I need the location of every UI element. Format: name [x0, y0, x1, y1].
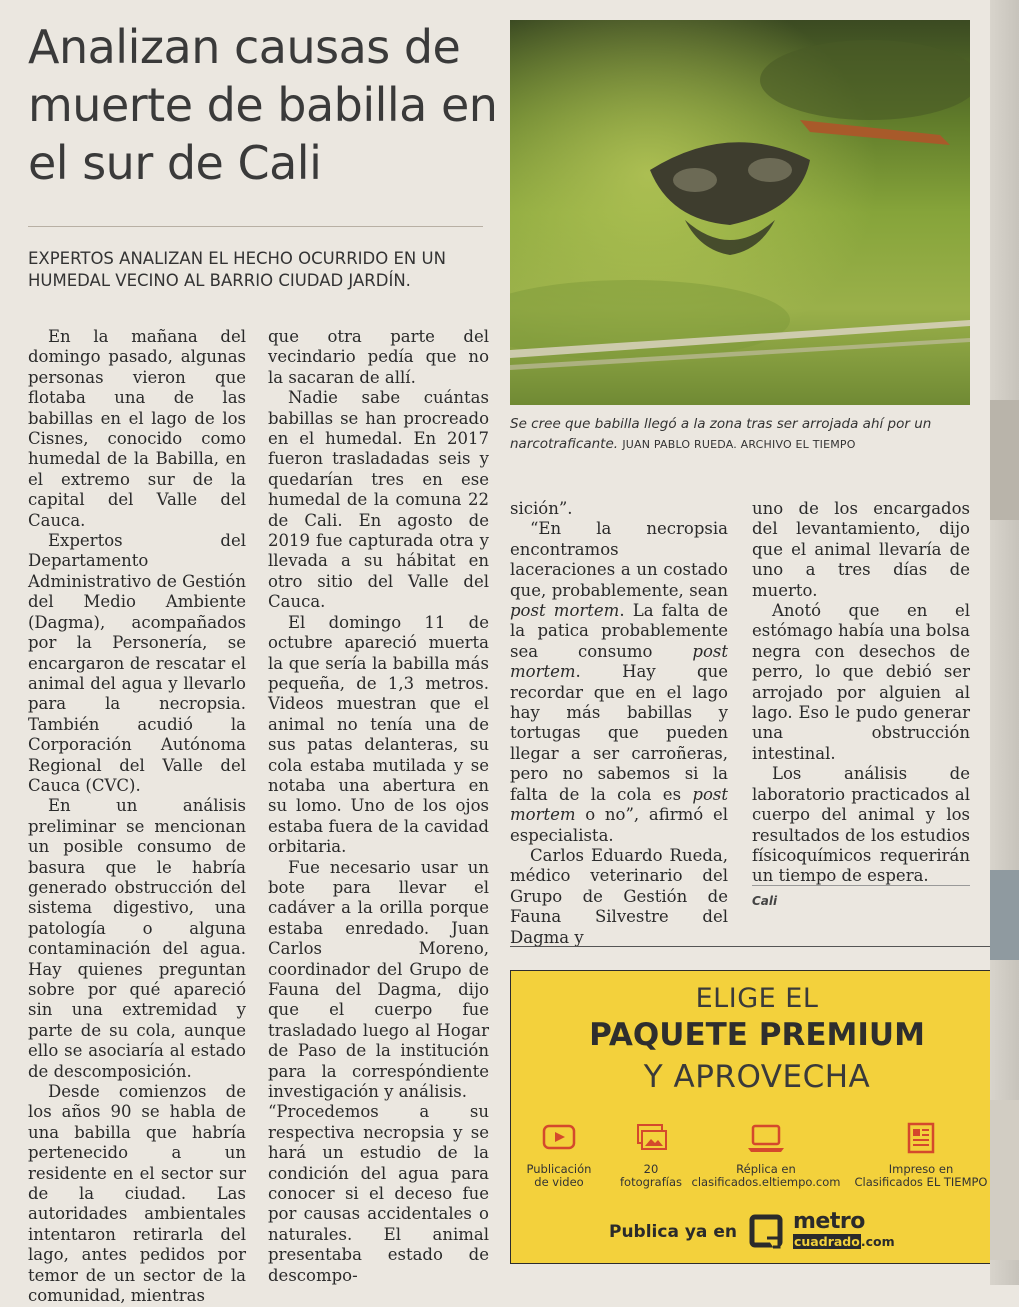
- paragraph: Expertos del Departamento Administrativo de Gestión del Medio Ambiente (Dagma), acompañados por la Personería, se encargaron de rescatar el animal del agua y llevarlo para la necropsia. También acudió la Corporación Autónoma Regional del Valle del Cauca (CVC).: [28, 531, 246, 795]
- signature: Cali: [752, 894, 778, 908]
- feature-photos: 20 fotografías: [611, 1121, 691, 1189]
- article-column-4: [752, 499, 970, 887]
- paragraph: uno de los encargados del levantamiento, dijo que el animal llevaría de uno a tres días de muerto.: [752, 499, 970, 600]
- headline: Analizan causas de muerte de babilla en el sur de Cali: [28, 20, 498, 190]
- laptop-icon: [746, 1121, 786, 1155]
- paragraph: que otra parte del vecindario pedía que no la sacaran de allí.: [268, 327, 489, 387]
- ad-features: [511, 1121, 1003, 1199]
- paragraph: sición”.: [510, 499, 573, 518]
- paragraph: Los análisis de laboratorio practicados al cuerpo del animal y los resultados de los estudios físicoquímicos requerirán un tiempo de espera.: [752, 764, 970, 886]
- babilla-photo: [510, 20, 970, 405]
- paragraph: Fue necesario usar un bote para llevar el cadáver a la orilla porque estaba enredado. Juan Carlos Moreno, coordinador del Grupo de Fauna del Dagma, dijo que el cuerpo fue trasladado luego al Hogar de Paso de la institución para la correspóndiente investigación y análisis.: [268, 857, 489, 1102]
- cta-text: Publica ya en: [609, 1222, 737, 1242]
- lead-summary: EXPERTOS ANALIZAN EL HECHO OCURRIDO EN UN HUMEDAL VECINO AL BARRIO CIUDAD JARDÍN.: [28, 249, 446, 290]
- caiman-in-water-image: [510, 20, 970, 405]
- paragraph: “En la necropsia encontramos laceraciones a un costado que, probablemente, sean post mortem. La falta de la patica probablemente sea consumo post mortem. Hay que recordar que en el lago hay más babillas y tortugas que pueden llegar a ser carroñeras, pero no sabemos si la falta de la cola es post mortem o no”, afirmó el especialista.: [510, 519, 728, 845]
- paragraph: Anotó que en el estómago había una bolsa negra con desechos de perro, lo que debió ser arrojado por alguien al lago. Eso le pudo generar una obstrucción intestinal.: [752, 601, 970, 763]
- article-column-2: [268, 327, 489, 1286]
- logo-wordmark: metro: [793, 1209, 865, 1234]
- paragraph: Nadie sabe cuántas babillas se han procreado en el humedal. En 2017 fueron trasladadas seis y quedarían tres en ese humedal de la comuna 22 de Cali. En agosto de 2019 fue capturada otra y llevada a su hábitat en otro sitio del Valle del Cauca.: [268, 388, 489, 612]
- metrocuadrado-logo-icon: [749, 1214, 785, 1250]
- premium-package-ad: [510, 970, 1004, 1264]
- feature-printed: Impreso en Clasificados EL TIEMPO: [841, 1121, 1001, 1189]
- headline-divider: [28, 226, 483, 227]
- newspaper-icon: [904, 1121, 938, 1155]
- caption-text: Se cree que babilla llegó a la zona tras ser arrojada ahí por un narcotraficante.: [510, 416, 932, 452]
- feature-video: Publicación de video: [519, 1121, 599, 1189]
- paragraph: Carlos Eduardo Rueda, médico veterinario del Grupo de Gestión de Fauna Silvestre del Dagma y: [510, 845, 728, 947]
- ad-line-2: PAQUETE PREMIUM: [589, 1017, 925, 1053]
- article-column-3: [510, 499, 728, 948]
- article-column-1: [28, 327, 246, 1307]
- ad-divider: [510, 946, 1006, 947]
- photo-caption: [510, 414, 980, 455]
- photos-icon: [634, 1121, 668, 1155]
- logo-domain: cuadrado.com: [794, 1234, 895, 1249]
- ad-line-1: ELIGE EL: [695, 983, 819, 1014]
- signature-divider: [752, 885, 970, 886]
- paragraph: En un análisis preliminar se mencionan un posible consumo de basura que le habría generado obstrucción del sistema digestivo, una patología o alguna contaminación del agua. Hay quienes preguntan sobre por qué apareció sin una extremidad y parte de su cola, aunque ello se asociaría al estado de descomposición.: [28, 796, 246, 1081]
- photo-credit: JUAN PABLO RUEDA. ARCHIVO EL TIEMPO: [622, 438, 856, 451]
- paragraph: El domingo 11 de octubre apareció muerta la que sería la babilla más pequeña, de 1,3 metros. Videos muestran que el animal no tenía una de sus patas delanteras, su cola estaba mutilada y se notaba una abertura en su lomo. Uno de los ojos estaba fuera de la cavidad orbitaria.: [268, 612, 489, 857]
- paragraph: En la mañana del domingo pasado, algunas personas vieron que flotaba una de las babillas en el lago de los Cisnes, conocido como humedal de la Babilla, en el extremo sur de la capital del Valle del Cauca.: [28, 327, 246, 530]
- paragraph: Desde comienzos de los años 90 se habla de una babilla que habría pertenecido a un residente en el sector sur de la ciudad. Las autoridades ambientales intentaron retirarla del lago, antes pedidos por temor de un sector de la comunidad, mientras: [28, 1082, 246, 1306]
- feature-replica: Réplica en clasificados.eltiempo.com: [691, 1121, 841, 1189]
- ad-line-3: Y APROVECHA: [643, 1059, 871, 1095]
- adjacent-page-edge: [990, 0, 1019, 1285]
- paragraph: “Procedemos a su respectiva necropsia y se hará un estudio de la condición del agua para conocer si el deceso fue por causas accidentales o naturales. El animal presentaba estado de descompo-: [268, 1102, 489, 1285]
- video-icon: [542, 1121, 576, 1155]
